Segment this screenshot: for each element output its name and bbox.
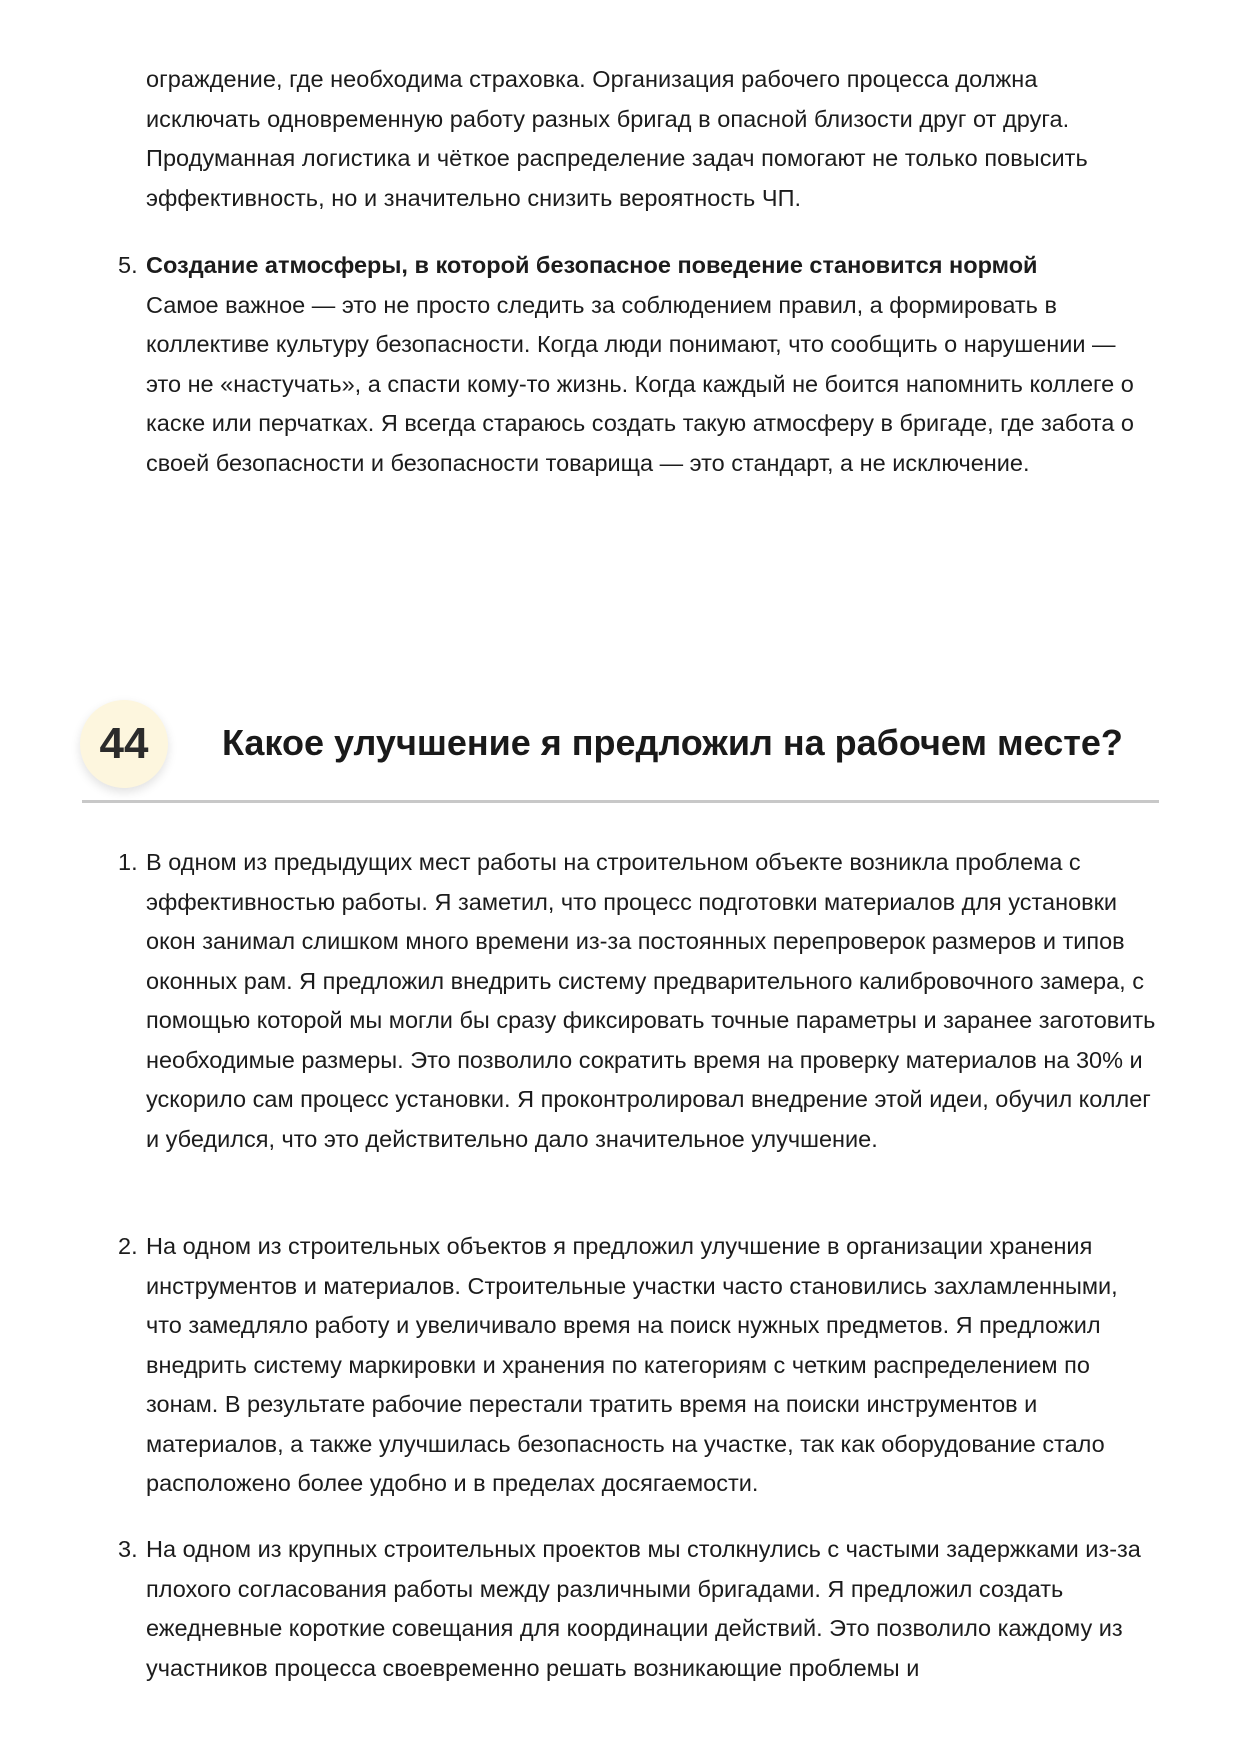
list-item: На одном из строительных объектов я предложил улучшение в организации хранения инструментов и материалов. Строительные участки часто становились захламленными, что замедляло работу и увеличивало время на поиск нужных предметов. Я предложил внедрить систему маркировки и хранения по категориям с четким распределением по зонам. В результате рабочие перестали тратить время на поиски инструментов и материалов, а также улучшилась безопасность на участке, так как оборудование стало расположено более удобно и в пределах досягаемости.	[146, 1233, 1118, 1496]
list-item	[146, 246, 1156, 483]
list-item-number: 3.	[118, 1536, 138, 1562]
list-item-heading: Создание атмосферы, в которой безопасное поведение становится нормой	[146, 252, 1038, 278]
list-item-number: 5.	[118, 252, 138, 278]
section-number-badge: 44	[80, 700, 168, 788]
section-divider	[82, 800, 1159, 803]
list-item-number: 1.	[118, 849, 138, 875]
list-item: В одном из предыдущих мест работы на строительном объекте возникла проблема с эффективностью работы. Я заметил, что процесс подготовки материалов для установки окон занимал слишком много времени из-за постоянных перепроверок размеров и типов оконных рам. Я предложил внедрить систему предварительного калибровочного замера, с помощью которой мы могли бы сразу фиксировать точные параметры и заранее заготовить необходимые размеры. Это позволило сократить время на проверку материалов на 30% и ускорило сам процесс установки. Я проконтролировал внедрение этой идеи, обучил коллег и убедился, что это действительно дало значительное улучшение.	[146, 849, 1156, 1152]
continuation-paragraph: ограждение, где необходима страховка. Организация рабочего процесса должна исключать одновременную работу разных бригад в опасной близости друг от друга. Продуманная логистика и чёткое распределение задач помогают не только повысить эффективность, но и значительно снизить вероятность ЧП.	[146, 66, 1088, 211]
section-title: Какое улучшение я предложил на рабочем месте?	[222, 722, 1123, 763]
list-item-number: 2.	[118, 1233, 138, 1259]
list-item-text: Самое важное — это не просто следить за соблюдением правил, а формировать в коллективе культуру безопасности. Когда люди понимают, что сообщить о нарушении — это не «настучать», а спасти кому-то жизнь. Когда каждый не боится напомнить коллеге о каске или перчатках. Я всегда стараюсь создать такую атмосферу в бригаде, где забота о своей безопасности и безопасности товарища — это стандарт, а не исключение.	[146, 291, 1134, 476]
list-item: На одном из крупных строительных проектов мы столкнулись с частыми задержками из-за плохого согласования работы между различными бригадами. Я предложил создать ежедневные короткие совещания для координации действий. Это позволило каждому из участников процесса своевременно решать возникающие проблемы и	[146, 1536, 1141, 1681]
